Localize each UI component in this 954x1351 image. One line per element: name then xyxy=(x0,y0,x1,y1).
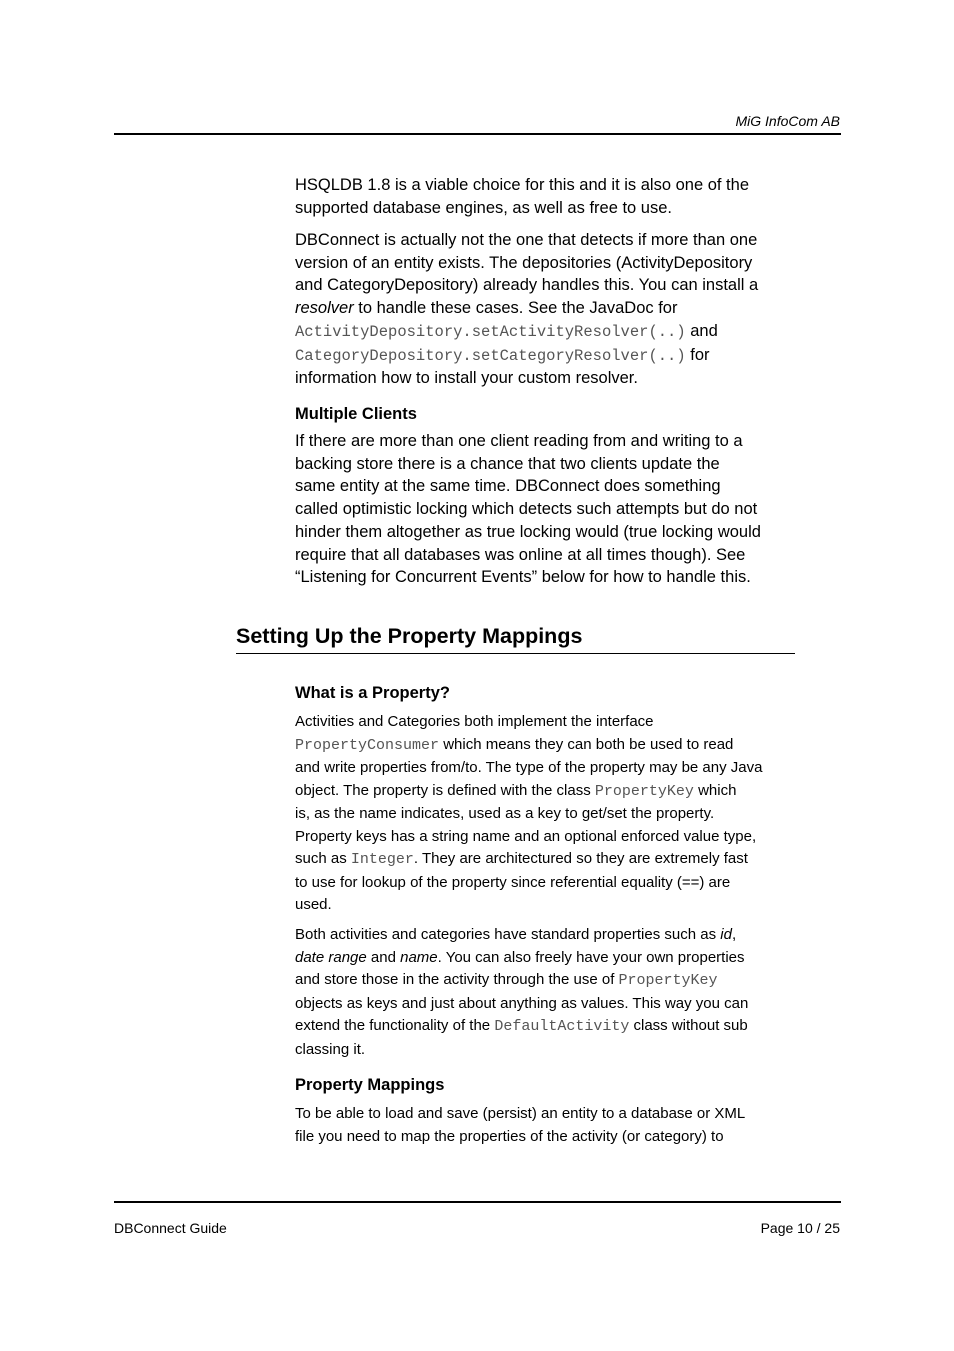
emphasis: id xyxy=(720,926,732,943)
text-line: classing it. xyxy=(295,1040,366,1058)
text-span: object. The property is defined with the class xyxy=(295,781,595,799)
text-line: backing store there is a chance that two clients update the xyxy=(295,454,720,473)
paragraph-multiple-clients xyxy=(295,430,805,589)
text-line: called optimistic locking which detects such attempts but do not xyxy=(295,500,758,519)
text-span: extend the functionality of the xyxy=(295,1017,495,1034)
header-rule xyxy=(114,133,841,135)
text-line xyxy=(295,969,815,993)
text-line: to use for lookup of the property since referential equality (==) are xyxy=(295,873,731,891)
text-line xyxy=(295,734,815,758)
section-title: Setting Up the Property Mappings xyxy=(236,624,583,648)
text-span: . You can also freely have your own properties xyxy=(437,948,745,966)
section-rule xyxy=(236,653,795,654)
text-line xyxy=(295,947,815,970)
code-category-resolver: CategoryDepository.setCategoryResolver(..) xyxy=(295,346,686,365)
text-line: file you need to map the properties of the activity (or category) to xyxy=(295,1127,724,1145)
text-span: Both activities and categories have standard properties such as xyxy=(295,926,721,943)
footer-doc-title: DBConnect Guide xyxy=(114,1220,227,1236)
text-line: information how to install your custom resolver. xyxy=(295,369,638,388)
text-span: which means they can both be used to read xyxy=(439,735,734,753)
text-line xyxy=(295,297,805,320)
text-span: and xyxy=(366,948,401,966)
text-line: hinder them altogether as true locking would (true locking would xyxy=(295,522,761,541)
code-default-activity: DefaultActivity xyxy=(494,1018,630,1035)
code-integer: Integer xyxy=(350,851,414,868)
paragraph-what-is-property xyxy=(295,711,815,917)
paragraph-dbconnect xyxy=(295,229,805,390)
emphasis: date range xyxy=(295,948,367,966)
heading-multiple-clients: Multiple Clients xyxy=(295,405,417,423)
header-company: MiG InfoCom AB xyxy=(735,113,840,129)
text-line xyxy=(295,320,805,344)
text-span: class without sub xyxy=(629,1017,748,1034)
footer-page-number: Page 10 / 25 xyxy=(760,1220,840,1236)
emphasis: name xyxy=(400,948,438,966)
text-line: HSQLDB 1.8 is a viable choice for this and it is also one of the xyxy=(295,176,749,194)
text-line: If there are more than one client reading from and writing to a xyxy=(295,432,743,450)
paragraph-property-mappings xyxy=(295,1103,815,1148)
text-span: , xyxy=(731,926,737,943)
text-line xyxy=(295,780,815,804)
text-line: objects as keys and just about anything as values. This way you can xyxy=(295,994,749,1012)
text-span: which xyxy=(693,781,737,799)
text-line: and write properties from/to. The type of the property may be any Java xyxy=(295,759,763,776)
text-line: DBConnect is actually not the one that detects if more than one xyxy=(295,231,758,249)
paragraph-standard-properties xyxy=(295,924,815,1061)
text-line: Activities and Categories both implement the interface xyxy=(295,713,654,730)
text-line xyxy=(295,924,815,947)
text-line xyxy=(295,1015,815,1039)
text-line: is, as the name indicates, used as a key to get/set the property. xyxy=(295,805,715,822)
text-line: “Listening for Concurrent Events” below for how to handle this. xyxy=(295,568,751,587)
text-line: used. xyxy=(295,896,332,913)
text-line: To be able to load and save (persist) an entity to a database or XML xyxy=(295,1105,746,1122)
text-line: Property keys has a string name and an optional enforced value type, xyxy=(295,827,757,845)
text-span: for xyxy=(685,345,710,364)
text-line: supported database engines, as well as free to use. xyxy=(295,198,672,217)
text-span: to handle these cases. See the JavaDoc for xyxy=(353,299,678,318)
text-line: require that all databases was online at all times though). See xyxy=(295,545,746,564)
emphasis: resolver xyxy=(295,299,354,318)
text-span: and xyxy=(685,321,718,340)
text-line: and CategoryDepository) already handles this. You can install a xyxy=(295,276,759,295)
heading-what-is-property: What is a Property? xyxy=(295,684,450,702)
paragraph-hsqldb xyxy=(295,174,805,219)
text-span: . They are architectured so they are extremely fast xyxy=(413,850,748,867)
code-property-consumer: PropertyConsumer xyxy=(295,736,440,754)
text-line: same entity at the same time. DBConnect does something xyxy=(295,477,721,496)
heading-property-mappings: Property Mappings xyxy=(295,1076,445,1094)
code-property-key: PropertyKey xyxy=(594,782,694,800)
footer-rule xyxy=(114,1201,841,1203)
text-line: version of an entity exists. The depositories (ActivityDepository xyxy=(295,253,753,272)
text-span: such as xyxy=(295,850,351,867)
text-span: and store those in the activity through the use of xyxy=(295,971,619,988)
code-property-key: PropertyKey xyxy=(618,972,718,989)
text-line xyxy=(295,848,815,872)
code-activity-resolver: ActivityDepository.setActivityResolver(..) xyxy=(295,322,686,341)
text-line xyxy=(295,344,805,368)
